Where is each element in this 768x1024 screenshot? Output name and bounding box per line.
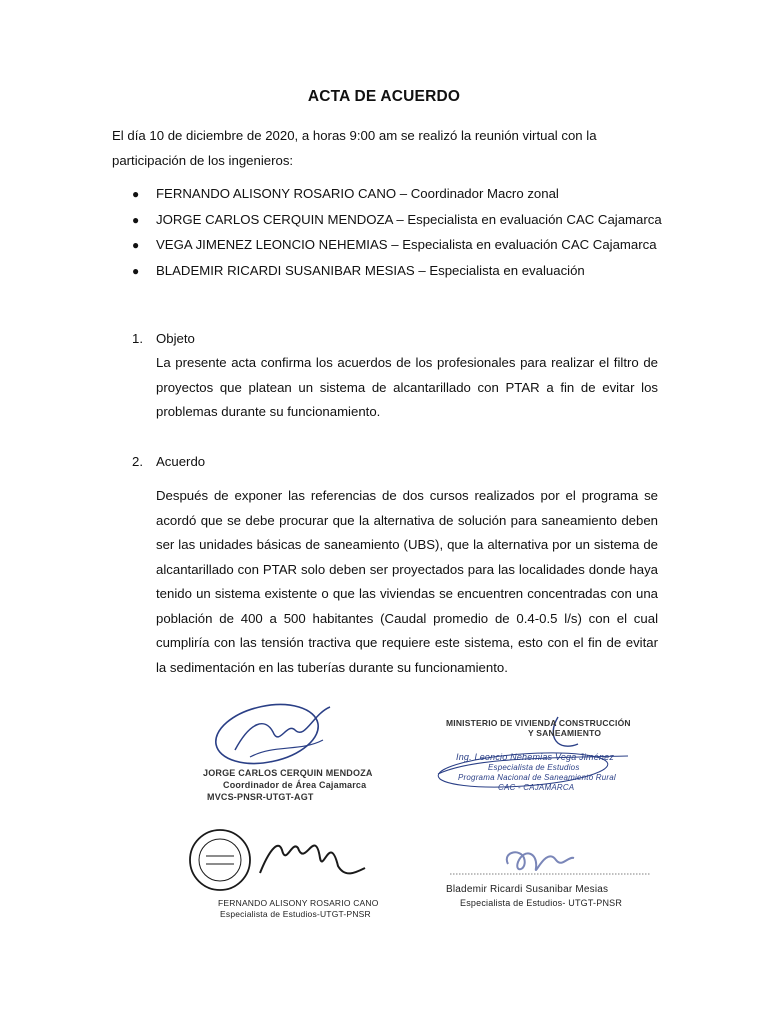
- official-seal-icon: [180, 818, 380, 898]
- signature-block-cerquin: [195, 692, 375, 812]
- stamp-ministry-line2: Y SANEAMIENTO: [528, 728, 602, 738]
- signer-role: Especialista de Estudios- UTGT-PNSR: [460, 898, 623, 908]
- handwritten-signature-icon: [440, 838, 660, 883]
- bullet-icon: ●: [132, 238, 140, 252]
- bullet-icon: ●: [132, 263, 140, 278]
- document-page: ACTA DE ACUERDO El día 10 de diciembre de 2020, a horas 9:00 am se realizó la reunión virtual con la participación de los ingenieros: ● FERNANDO ALISONY ROSARIO CANO – Coordinador Macro zonal ● JORGE CARLOS CERQUIN MENDOZA – Especialista en evaluación CAC Cajamarca ● VEGA JIMENEZ LEONCIO NEHEMIAS – Especialista en evaluación CAC Cajamarca ● BLADEMIR RICARDI SUSANIBAR MESIAS – Especialista en evaluación 1. Objeto La presente acta confirma los acuerdos de los profesionales para realizar el filtro de proyectos que platean un sistema de alcantarillado con PTAR a fin de evitar los problemas durante su funcionamiento. 2. Acuerdo Después de exponer las referencias de dos cursos realizados por el programa se acordó que se debe procurar que la alternativa de solución para saneamiento deben ser las unidades básicas de saneamiento (UBS), que la alternativa por un sistema de alcantarillado con PTAR solo deben ser proyectados para las localidades donde haya tenido un sistema existente o que las viviendas se encuentren concentradas con una población de 400 a 500 habitantes (Caudal promedio de 0.4-0.5 l/s) con el cual cumpliría con las tensión tractiva que requiere este sistema, esto con el fin de evitar la sedimentación en las tuberías durante su funcionamiento. JORGE CARLOS CERQUIN MENDOZA Coordinador de Área Cajamarca MVCS-PNSR-UTGT-AGT MINISTERIO DE VIVIENDA CONSTRUCCIÓN Y SANEAMIENTO Ing. Leoncio Nehemias Vega Jiménez Especialista de Estudios Programa Nacional de Saneamiento Rural CAC - CAJAMARCA FERNANDO ALISONY ROSARIO CANO Especialista de Estudios-UTGT-PNSR Blademir Ricardi Susanibar Mesias Especialista de Estudios- UTGT-PNSR: [0, 0, 768, 1024]
- section-acuerdo-body: Después de exponer las referencias de dos cursos realizados por el programa se acordó que se debe procurar que la alternativa de solución para saneamiento deben ser las unidades básicas de saneamiento (UBS), que la alternativa por un sistema de alcantarillado con PTAR solo deben ser proyectados para las localidades donde haya tenido un sistema existente o que las viviendas se encuentren concentradas con una población de 400 a 500 habitantes (Caudal promedio de 0.4-0.5 l/s) con el cual cumpliría con las tensión tractiva que requiere este sistema, esto con el fin de evitar la sedimentación en las tuberías durante su funcionamiento.: [156, 488, 658, 675]
- handwritten-signature-icon: [195, 692, 375, 777]
- section-objeto-body: La presente acta confirma los acuerdos de los profesionales para realizar el filtro de proyectos que platean un sistema de alcantarillado con PTAR a fin de evitar los problemas durante su funcionamiento.: [156, 355, 658, 419]
- stamp-ministry-line1: MINISTERIO DE VIVIENDA CONSTRUCCIÓN: [446, 718, 631, 728]
- participants-list: [132, 183, 692, 285]
- signer-program: Programa Nacional de Saneamiento Rural: [458, 773, 616, 782]
- signer-name: Ing. Leoncio Nehemias Vega Jiménez: [456, 752, 615, 762]
- signer-role: Especialista de Estudios: [488, 763, 580, 772]
- signer-role: Coordinador de Área Cajamarca: [223, 780, 367, 790]
- signature-block-susanibar: [440, 838, 660, 918]
- list-item: ● VEGA JIMENEZ LEONCIO NEHEMIAS – Especialista en evaluación CAC Cajamarca: [132, 234, 692, 260]
- list-item: ● BLADEMIR RICARDI SUSANIBAR MESIAS – Especialista en evaluación: [132, 260, 692, 286]
- intro-paragraph: El día 10 de diciembre de 2020, a horas 9:00 am se realizó la reunión virtual con la participación de los ingenieros:: [112, 128, 597, 168]
- bullet-icon: ●: [132, 212, 140, 227]
- signer-name: FERNANDO ALISONY ROSARIO CANO: [218, 898, 379, 908]
- signer-role: Especialista de Estudios-UTGT-PNSR: [220, 909, 371, 919]
- bullet-icon: ●: [132, 187, 140, 201]
- document-title: ACTA DE ACUERDO: [307, 88, 461, 105]
- signature-block-vega: [428, 712, 648, 802]
- list-item: ● FERNANDO ALISONY ROSARIO CANO – Coordinador Macro zonal: [132, 183, 692, 209]
- signer-name: Blademir Ricardi Susanibar Mesias: [446, 884, 609, 895]
- list-item: ● JORGE CARLOS CERQUIN MENDOZA – Especialista en evaluación CAC Cajamarca: [132, 209, 692, 235]
- signer-office: CAC - CAJAMARCA: [498, 783, 575, 792]
- signer-org: MVCS-PNSR-UTGT-AGT: [207, 792, 314, 802]
- signer-name: JORGE CARLOS CERQUIN MENDOZA: [203, 768, 373, 778]
- signature-block-rosario: [180, 818, 380, 918]
